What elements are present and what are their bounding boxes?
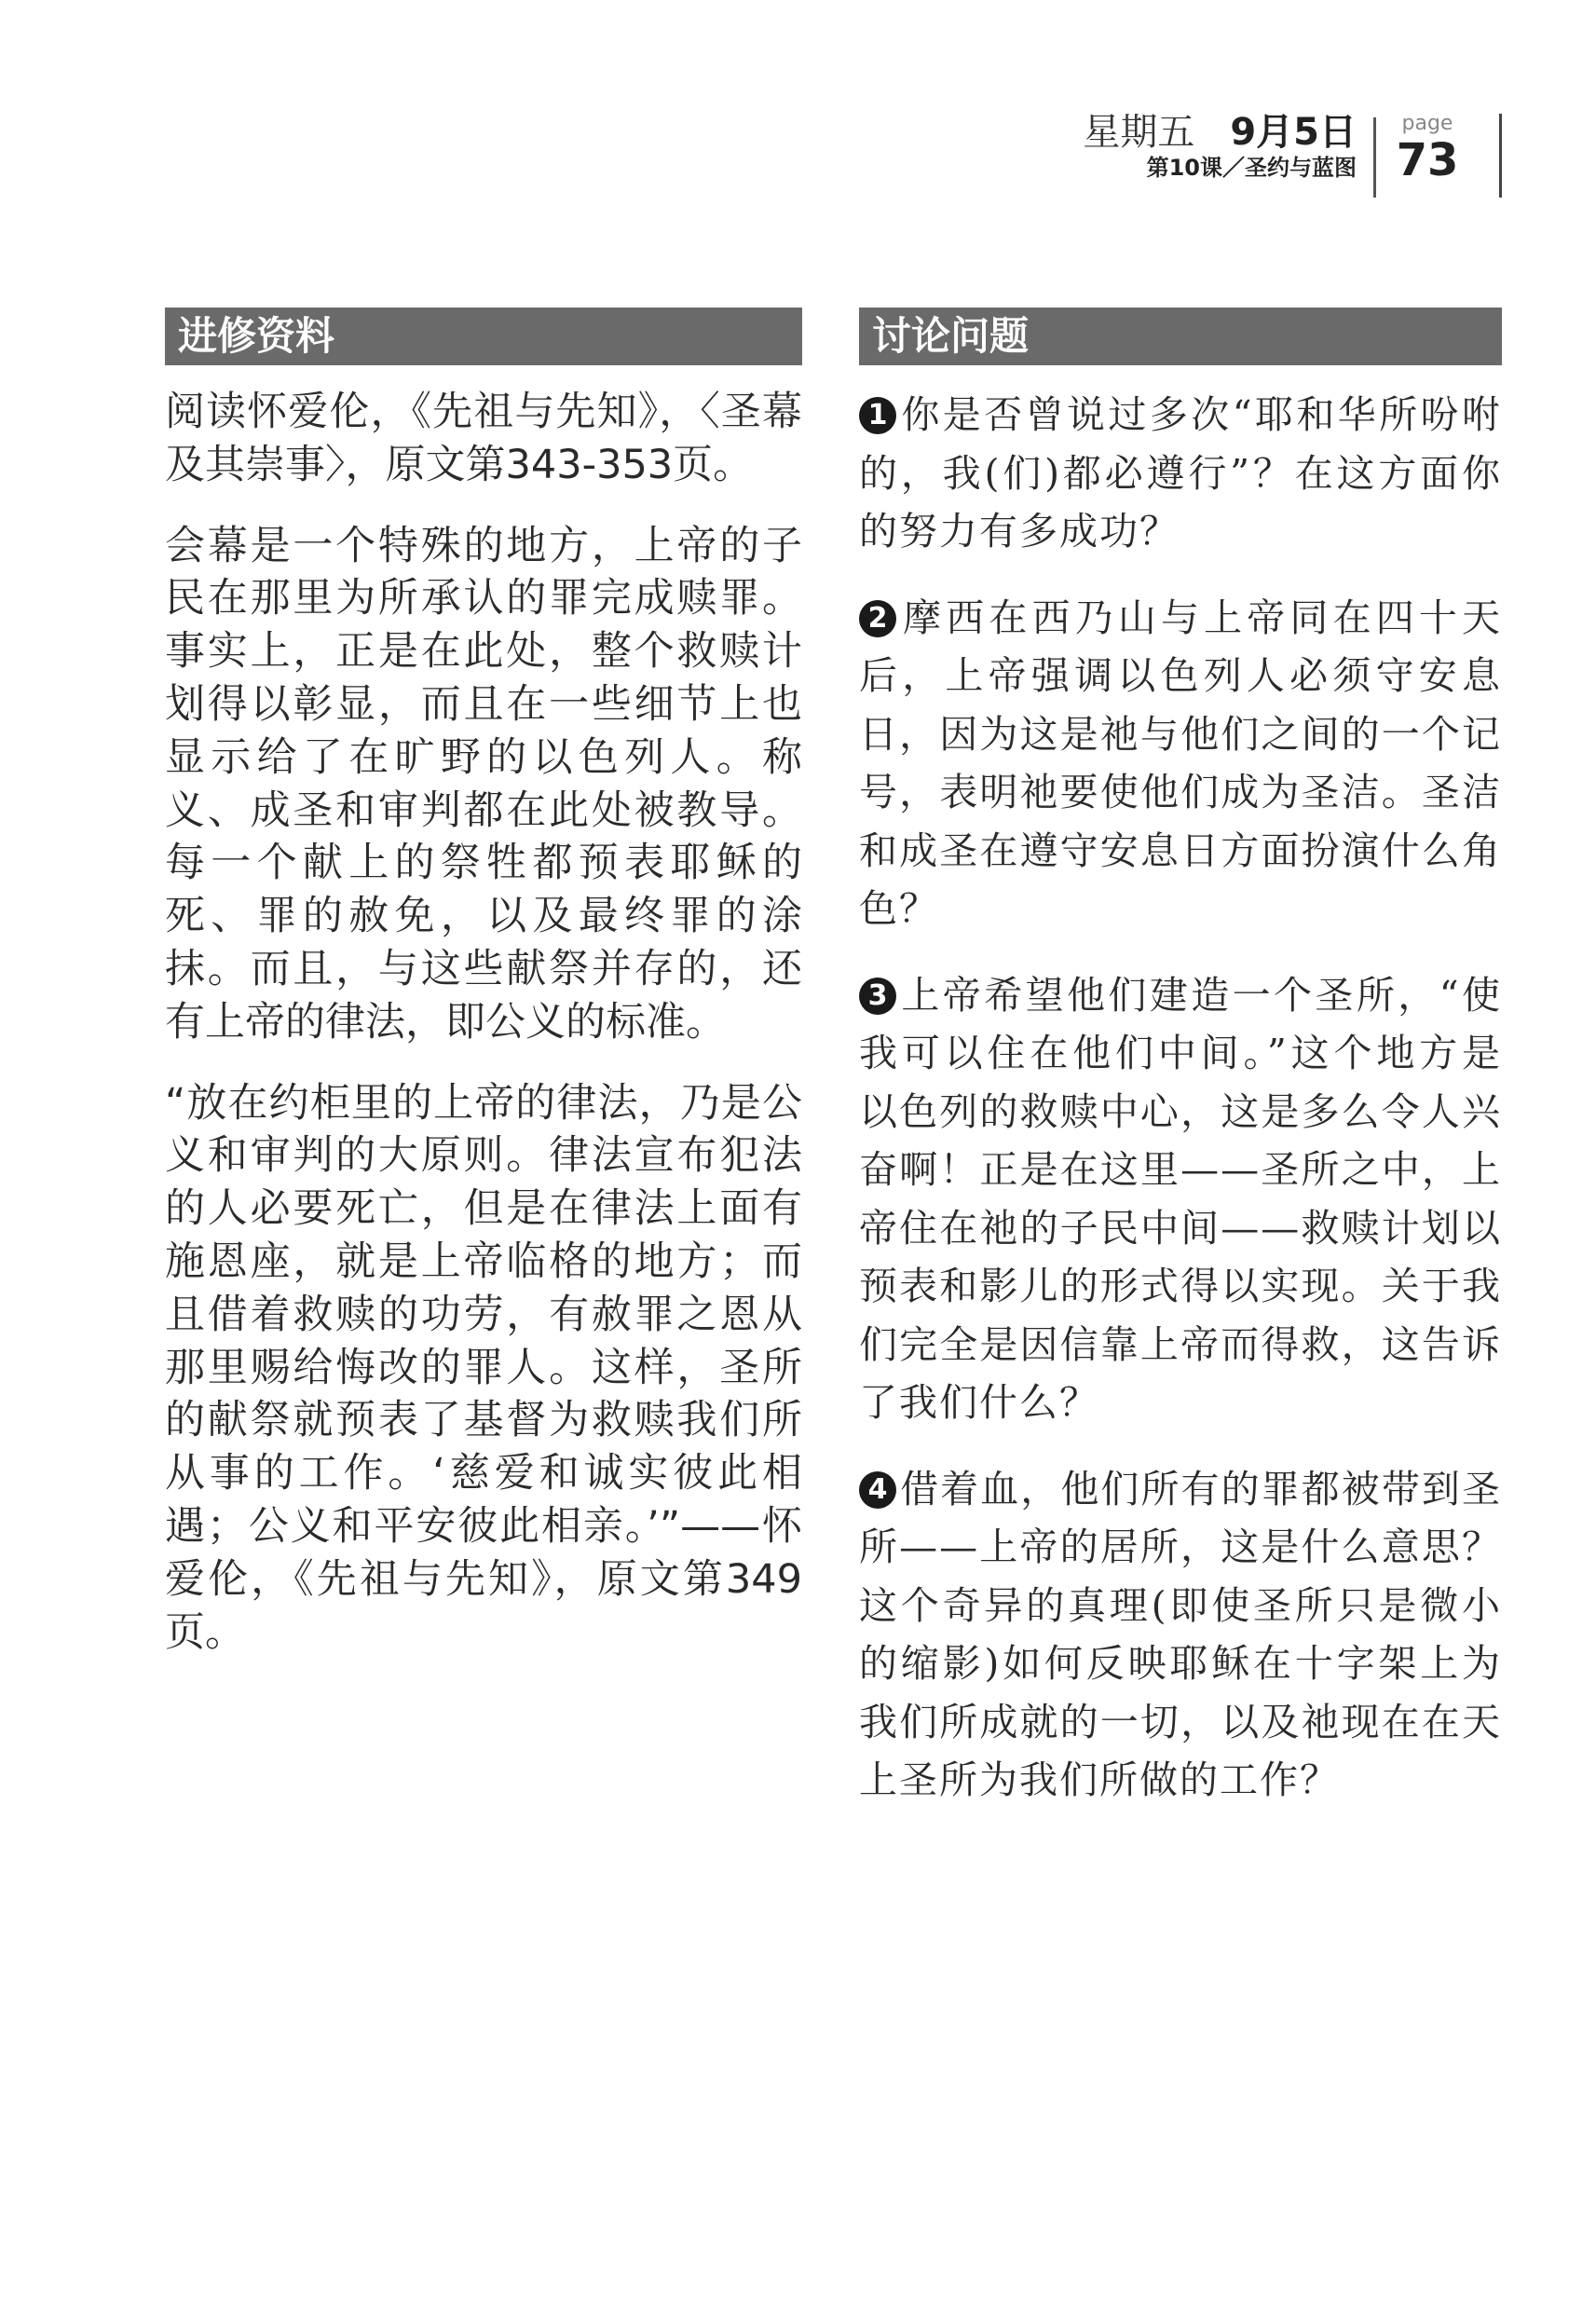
question-number-badge: 4 (859, 1471, 896, 1509)
question-text: 借着血，他们所有的罪都被带到圣所——上帝的居所，这是什么意思？这个奇异的真理(即使圣所只是微小的缩影)如何反映耶稣在十字架上为我们所成就的一切，以及祂现在在天上圣所为我们所做的工作？ (859, 1466, 1502, 1802)
question-text: 你是否曾说过多次“耶和华所吩咐的，我(们)都必遵行”？在这方面你的努力有多成功？ (859, 392, 1502, 554)
discussion-column (859, 308, 1502, 1838)
discussion-body (859, 386, 1502, 1810)
page-header (850, 111, 1502, 207)
header-divider (1373, 117, 1376, 198)
header-edge-rule (1499, 114, 1502, 198)
lesson-title: 第10课／圣约与蓝图 (1146, 155, 1357, 181)
question-item (859, 589, 1502, 938)
paragraph: “放在约柜里的上帝的律法，乃是公义和审判的大原则。律法宣布犯法的人必要死亡，但是在律法上面有施恩座，就是上帝临格的地方；而且借着救赎的功劳，有赦罪之恩从那里赐给悔改的罪人。这样，圣所的献祭就预表了基督为救赎我们所从事的工作。‘慈爱和诚实彼此相遇；公义和平安彼此相亲。’”——怀爱伦，《先祖与先知》，原文第349页。 (165, 1079, 802, 1656)
page-label: page (1401, 112, 1453, 135)
question-item (859, 966, 1502, 1432)
question-number-badge: 3 (859, 978, 896, 1015)
weekday: 星期五 (1083, 111, 1195, 154)
date: 9月5日 (1230, 111, 1357, 154)
page-number-block (1394, 112, 1461, 186)
question-text: 上帝希望他们建造一个圣所，“使我可以住在他们中间。”这个地方是以色列的救赎中心，这是多么令人兴奋啊！正是在这里——圣所之中，上帝住在祂的子民中间——救赎计划以预表和影儿的形式得以实现。关于我们完全是因信靠上帝而得救，这告诉了我们什么？ (859, 972, 1502, 1425)
question-item (859, 1460, 1502, 1810)
question-item (859, 386, 1502, 561)
section-title-further-study: 进修资料 (165, 308, 802, 365)
paragraph: 会幕是一个特殊的地方，上帝的子民在那里为所承认的罪完成赎罪。事实上，正是在此处，整个救赎计划得以彰显，而且在一些细节上也显示给了在旷野的以色列人。称义、成圣和审判都在此处被教导。每一个献上的祭牲都预表耶稣的死、罪的赦免，以及最终罪的涂抹。而且，与这些献祭并存的，还有上帝的律法，即公义的标准。 (165, 522, 802, 1046)
question-number-badge: 2 (859, 600, 896, 637)
paragraph: 阅读怀爱伦，《先祖与先知》，〈圣幕及其崇事〉，原文第343-353页。 (165, 389, 802, 488)
question-text: 摩西在西乃山与上帝同在四十天后，上帝强调以色列人必须守安息日，因为这是祂与他们之间的一个记号，表明祂要使他们成为圣洁。圣洁和成圣在遵守安息日方面扮演什么角色？ (859, 595, 1502, 931)
question-number-badge: 1 (859, 397, 896, 434)
header-date-block (1083, 111, 1357, 181)
further-study-column (165, 308, 802, 1687)
page-number: 73 (1396, 134, 1459, 186)
section-title-discussion: 讨论问题 (859, 308, 1502, 365)
header-dayline (1083, 111, 1357, 154)
further-study-body (165, 386, 802, 1659)
